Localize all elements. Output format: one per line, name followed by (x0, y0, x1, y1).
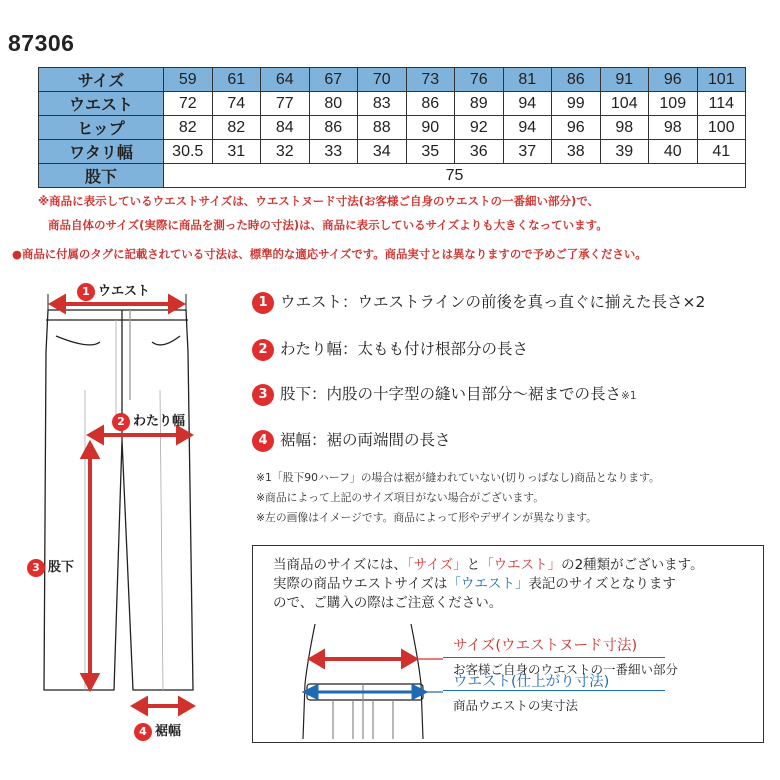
row-label: ヒップ (39, 116, 164, 140)
badge-4: 4 (134, 723, 152, 741)
table-cell: 92 (455, 116, 504, 140)
product-code: 87306 (8, 30, 75, 56)
info-text: 当商品のサイズには、「サイズ」と「ウエスト」の2種類がございます。 実際の商品ウエストサイズは「ウエスト」表記のサイズとなります ので、ご購入の際はご注意ください。 (273, 557, 704, 611)
table-cell: 94 (503, 92, 552, 116)
size-cell: 101 (697, 68, 746, 92)
size-cell: 70 (358, 68, 407, 92)
footnote-2: ※商品によって上記のサイズ項目がない場合がございます。 (256, 491, 545, 504)
diagram-label-waist: 1 ウエスト (77, 280, 150, 301)
table-cell: 86 (309, 116, 358, 140)
size-cell: 86 (552, 68, 601, 92)
row-label: 股下 (39, 164, 164, 188)
badge-1: 1 (77, 283, 95, 301)
table-cell: 98 (600, 116, 649, 140)
row-label: ウエスト (39, 92, 164, 116)
table-cell: 109 (649, 92, 698, 116)
table-cell: 89 (455, 92, 504, 116)
table-row (39, 140, 746, 164)
table-cell: 88 (358, 116, 407, 140)
table-cell: 37 (503, 140, 552, 164)
nude-size-desc: お客様ご自身のウエストの一番細い部分 (453, 662, 679, 677)
size-table (38, 67, 746, 188)
diagram-label-thigh: 2 わたり幅 (112, 410, 185, 431)
table-cell: 100 (697, 116, 746, 140)
definition-inseam: 3 股下：内股の十字型の縫い目部分～裾までの長さ※1 (252, 382, 637, 406)
waist-illustration (293, 624, 463, 739)
footnote-1: ※1「股下90ハーフ」の場合は裾が縫われていない(切りっぱなし)商品となります。 (256, 471, 660, 484)
finished-waist-title: ウエスト(仕上がり寸法) (453, 674, 610, 690)
nude-waist-arrow (311, 652, 415, 666)
table-cell: 98 (649, 116, 698, 140)
table-cell: 74 (212, 92, 261, 116)
table-row (39, 164, 746, 188)
badge-2: 2 (112, 413, 130, 431)
finished-waist-arrow (305, 686, 425, 698)
table-cell: 82 (212, 116, 261, 140)
table-cell: 90 (406, 116, 455, 140)
table-cell: 36 (455, 140, 504, 164)
table-cell: 84 (261, 116, 310, 140)
definition-thigh: 2 わたり幅：太もも付け根部分の長さ (252, 337, 528, 361)
table-cell: 33 (309, 140, 358, 164)
size-header-label: サイズ (39, 68, 164, 92)
table-cell: 77 (261, 92, 310, 116)
size-cell: 96 (649, 68, 698, 92)
hem-arrow (134, 699, 192, 713)
table-cell: 114 (697, 92, 746, 116)
table-cell: 86 (406, 92, 455, 116)
diagram-label-hem: 4 裾幅 (134, 720, 181, 741)
table-cell: 80 (309, 92, 358, 116)
definition-waist: 1 ウエスト：ウエストラインの前後を真っ直ぐに揃えた長さ×2 (252, 290, 705, 314)
inseam-value: 75 (164, 164, 746, 188)
size-cell: 91 (600, 68, 649, 92)
table-cell: 96 (552, 116, 601, 140)
pants-outline (44, 310, 193, 690)
note-waist-line2: 商品自体のサイズ(実際に商品を測った時の寸法)は、商品に表示しているサイズよりも大きくなっています。 (48, 218, 608, 232)
pants-diagram (30, 280, 230, 740)
note-tag: ●商品に付属のタグに記載されている寸法は、標準的な適応サイズです。商品実寸とは異なりますので予めご了承ください。 (12, 247, 647, 261)
table-row (39, 92, 746, 116)
size-cell: 81 (503, 68, 552, 92)
diagram-label-inseam: 3 股下 (27, 556, 74, 577)
note-waist-line1: ※商品に表示しているウエストサイズは、ウエストヌード寸法(お客様ご自身のウエストの一番細い部分)で、 (38, 194, 600, 208)
table-cell: 34 (358, 140, 407, 164)
table-cell: 32 (261, 140, 310, 164)
table-cell: 94 (503, 116, 552, 140)
size-cell: 73 (406, 68, 455, 92)
row-label: ワタリ幅 (39, 140, 164, 164)
table-cell: 40 (649, 140, 698, 164)
finished-waist-desc: 商品ウエストの実寸法 (453, 698, 579, 713)
size-cell: 64 (261, 68, 310, 92)
table-cell: 99 (552, 92, 601, 116)
table-cell: 41 (697, 140, 746, 164)
table-cell: 35 (406, 140, 455, 164)
size-cell: 61 (212, 68, 261, 92)
size-cell: 76 (455, 68, 504, 92)
table-cell: 72 (164, 92, 213, 116)
nude-size-title: サイズ(ウエストヌード寸法) (453, 638, 638, 654)
footnote-3: ※左の画像はイメージです。商品によって形やデザインが異なります。 (256, 511, 597, 524)
table-cell: 83 (358, 92, 407, 116)
table-cell: 30.5 (164, 140, 213, 164)
table-cell: 38 (552, 140, 601, 164)
size-header-row (39, 68, 746, 92)
table-cell: 31 (212, 140, 261, 164)
table-cell: 104 (600, 92, 649, 116)
badge-3: 3 (27, 559, 45, 577)
table-cell: 39 (600, 140, 649, 164)
table-cell: 82 (164, 116, 213, 140)
size-cell: 59 (164, 68, 213, 92)
definition-hem: 4 裾幅：裾の両端間の長さ (252, 428, 451, 452)
size-cell: 67 (309, 68, 358, 92)
table-row (39, 116, 746, 140)
size-info-box (252, 545, 764, 743)
